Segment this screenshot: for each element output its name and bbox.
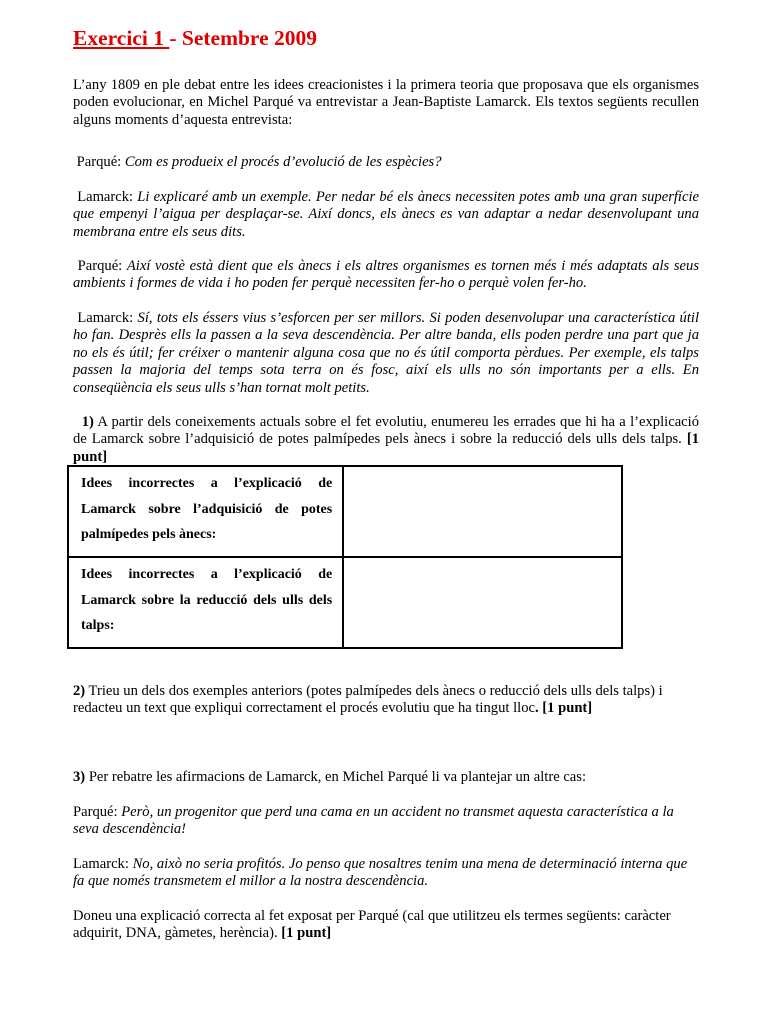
question-number: 2) [73, 683, 86, 699]
dialogue-parque-2 [73, 258, 699, 293]
row-label-mole-eyes: Idees incorrectes a l’explicació de Lamarck sobre la reducció dels ulls dels talps: [68, 557, 343, 648]
question-points: . [1 punt] [534, 700, 593, 717]
answer-table [67, 465, 623, 649]
speaker-label: Parqué: [77, 258, 127, 274]
dialogue-text: No, això no seria profitós. Jo penso que nosaltres tenim una mena de determinació interna que fa que només transmetem el millor a la nostra descendència. [73, 856, 688, 890]
speaker-label: Parqué: [73, 804, 122, 820]
dialogue-text: Li explicaré amb un exemple. Per nedar bé els ànecs necessiten potes amb una gran superfície que empenyi l’aigua per desplaçar-se. Així doncs, els ànecs es van adaptar a nedar desenvolupant una membrana entre els seus dits. [73, 189, 699, 240]
answer-cell-duck-feet[interactable] [343, 466, 622, 557]
title-exercise: Exercici 1 [73, 26, 170, 50]
dialogue-text: Com es produeix el procés d’evolució de les espècies? [124, 154, 442, 170]
answer-cell-mole-eyes[interactable] [343, 557, 622, 648]
question-text: Trieu un dels dos exemples anteriors (potes palmípedes dels ànecs o reducció dels ulls dels talps) i redacteu un text que expliqui correctament el procés evolutiu que ha tingut lloc [73, 683, 663, 717]
dialogue-parque-1 [73, 154, 699, 171]
title-date: - Setembre 2009 [169, 26, 318, 50]
page-title [73, 26, 318, 50]
dialogue-lamarck-1 [73, 189, 699, 241]
table-row [68, 466, 622, 557]
dialogue-text: Sí, tots els éssers vius s’esforcen per ser millors. Si poden desenvolupar una característica útil ho fan. Desprès ells la passen a la seva descendència. Per altre banda, ells poden perdre una part que ja no els és útil; fer créixer o mantenir alguna cosa que no és útil comporta pèrdues. Per exemple, els talps passen la majoria del temps sota terra on és fosc, així els ulls no són importants per a ells. En conseqüència els seus ulls s’han tornat molt petits. [73, 310, 700, 396]
question-number: 3) [73, 769, 86, 785]
question-text: Doneu una explicació correcta al fet exposat per Parqué (cal que utilitzeu els termes següents: caràcter adquirit, DNA, gàmetes, herència). [73, 908, 671, 942]
row-label-duck-feet: Idees incorrectes a l’explicació de Lamarck sobre l’adquisició de potes palmípedes pels ànecs: [68, 466, 343, 557]
question-2 [73, 683, 699, 718]
dialogue-parque-3 [73, 804, 699, 839]
question-points: [1 punt] [281, 925, 332, 942]
question-3-task [73, 908, 699, 943]
question-points: [1 punt] [73, 431, 699, 465]
speaker-label: Lamarck: [77, 310, 138, 326]
dialogue-text: Així vostè està dient que els ànecs i els altres organismes es tornen més i més adaptats als seus ambients i formes de vida i ho poden fer perquè necessiten fer-ho o perquè volen fer-ho. [73, 258, 699, 292]
question-number: 1) [81, 414, 94, 430]
speaker-label: Lamarck: [73, 856, 133, 872]
question-text: A partir dels coneixements actuals sobre el fet evolutiu, enumereu les errades que hi ha a l’explicació de Lamarck sobre l’adquisició de potes palmípedes pels ànecs i sobre la reducció dels ulls dels talps. [73, 414, 699, 448]
question-1 [73, 414, 699, 466]
dialogue-lamarck-2 [73, 310, 699, 397]
intro-paragraph: L’any 1809 en ple debat entre les idees creacionistes i la primera teoria que proposava que els organismes poden evolucionar, en Michel Parqué va entrevistar a Jean-Baptiste Lamarck. Els textos següents recullen alguns moments d’aquesta entrevista: [73, 77, 699, 128]
speaker-label: Parqué: [76, 154, 125, 170]
dialogue-lamarck-3 [73, 856, 699, 891]
question-3 [73, 769, 699, 786]
speaker-label: Lamarck: [77, 189, 138, 205]
table-row [68, 557, 622, 648]
dialogue-text: Però, un progenitor que perd una cama en un accident no transmet aquesta característica a la seva descendència! [73, 804, 674, 838]
question-text: Per rebatre les afirmacions de Lamarck, en Michel Parqué li va plantejar un altre cas: [85, 769, 587, 785]
